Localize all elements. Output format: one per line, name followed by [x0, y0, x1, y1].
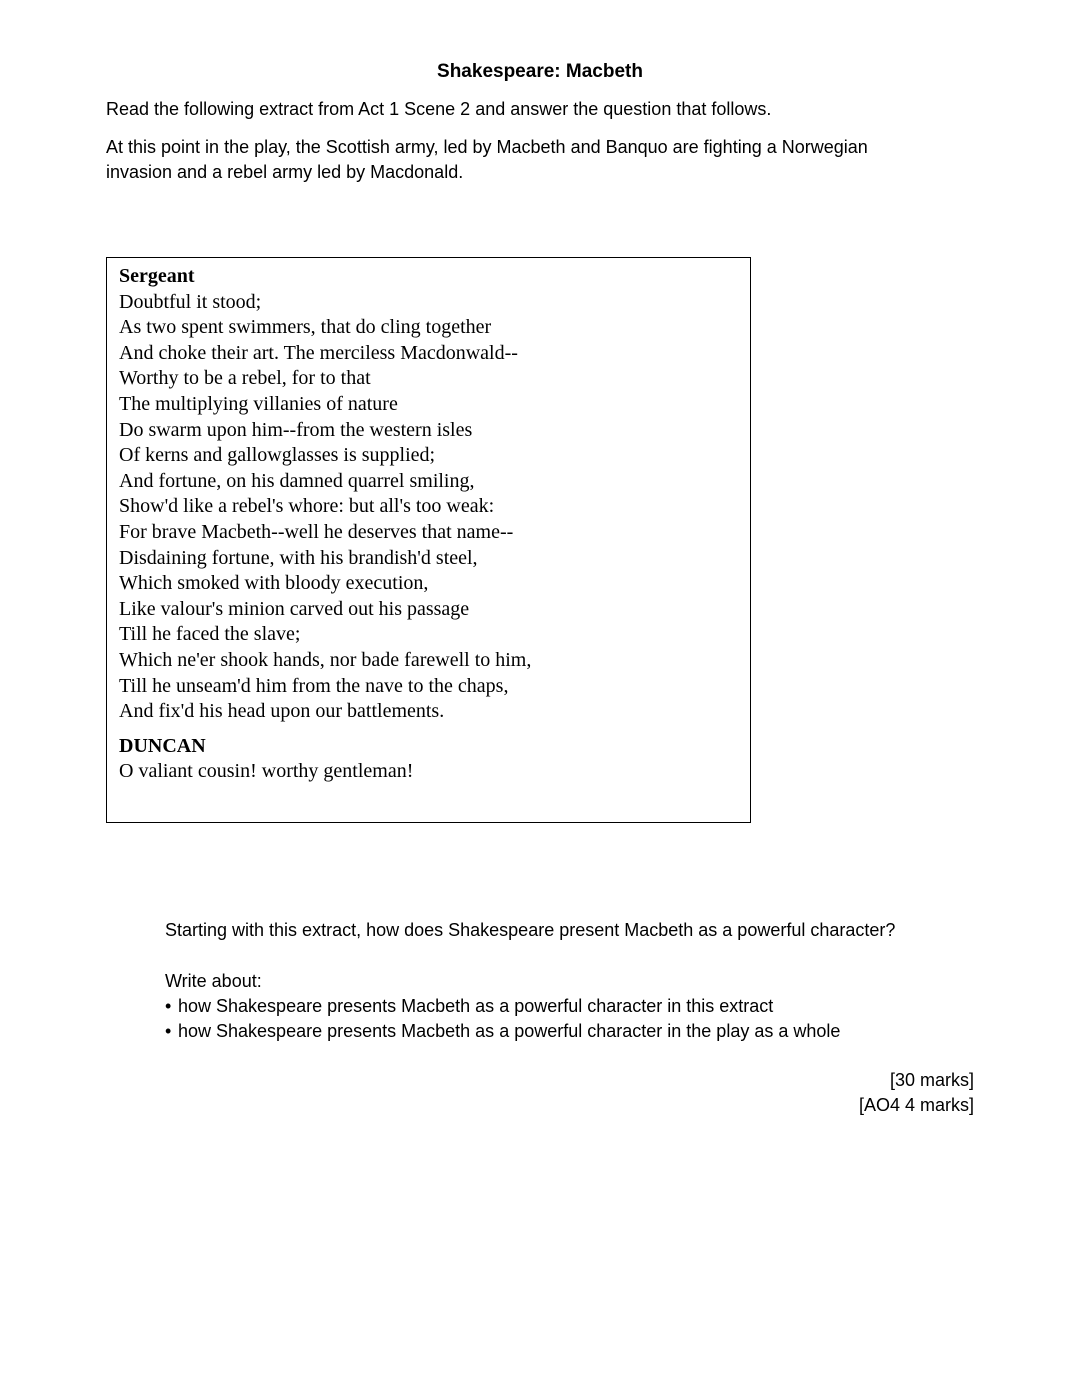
bullet-icon: • — [165, 996, 172, 1016]
extract-line: Do swarm upon him--from the western isles — [119, 418, 473, 441]
extract-line: The multiplying villanies of nature — [119, 392, 398, 415]
extract-line: Worthy to be a rebel, for to that — [119, 367, 371, 390]
extract-line: And fortune, on his damned quarrel smiling, — [119, 469, 475, 492]
question-text: Starting with this extract, how does Shakespeare present Macbeth as a powerful character? — [165, 920, 896, 940]
extract-line: Of kerns and gallowglasses is supplied; — [119, 444, 436, 467]
write-about-label: Write about: — [165, 971, 262, 991]
marks-block — [859, 1068, 974, 1118]
speaker-name-duncan: DUNCAN — [119, 734, 206, 757]
bullet-text: how Shakespeare presents Macbeth as a powerful character in this extract — [178, 996, 774, 1016]
extract-line: Disdaining fortune, with his brandish'd steel, — [119, 546, 478, 569]
extract-line: Till he unseam'd him from the nave to the chaps, — [119, 674, 509, 697]
bullet-text: how Shakespeare presents Macbeth as a powerful character in the play as a whole — [178, 1021, 841, 1041]
bullet-item — [165, 1019, 840, 1044]
extract-line: Show'd like a rebel's whore: but all's too weak: — [119, 495, 495, 518]
bullet-icon: • — [165, 1021, 172, 1041]
extract-line: For brave Macbeth--well he deserves that name-- — [119, 520, 514, 543]
context-text — [106, 135, 986, 185]
instruction-text: Read the following extract from Act 1 Scene 2 and answer the question that follows. — [106, 99, 772, 119]
extract-line: Like valour's minion carved out his passage — [119, 597, 470, 620]
page-title: Shakespeare: Macbeth — [437, 61, 643, 82]
bullet-item — [165, 994, 840, 1019]
extract-line: Which smoked with bloody execution, — [119, 572, 429, 595]
extract-line: O valiant cousin! worthy gentleman! — [119, 760, 414, 783]
context-line-1: At this point in the play, the Scottish army, led by Macbeth and Banquo are fighting a Norwegian — [106, 137, 868, 157]
extract-line: Doubtful it stood; — [119, 290, 262, 313]
extract-line: And choke their art. The merciless Macdonwald-- — [119, 341, 518, 364]
context-line-2: invasion and a rebel army led by Macdonald. — [106, 162, 464, 182]
extract-box — [106, 257, 751, 823]
total-marks: [30 marks] — [889, 1070, 974, 1090]
speaker-name-sergeant: Sergeant — [119, 265, 195, 287]
ao4-marks: [AO4 4 marks] — [858, 1095, 974, 1115]
extract-line: And fix'd his head upon our battlements. — [119, 700, 445, 723]
extract-line: Till he faced the slave; — [119, 623, 301, 646]
extract-line: As two spent swimmers, that do cling together — [119, 316, 492, 339]
bullet-list — [165, 994, 840, 1044]
extract-line: Which ne'er shook hands, nor bade farewell to him, — [119, 648, 532, 671]
